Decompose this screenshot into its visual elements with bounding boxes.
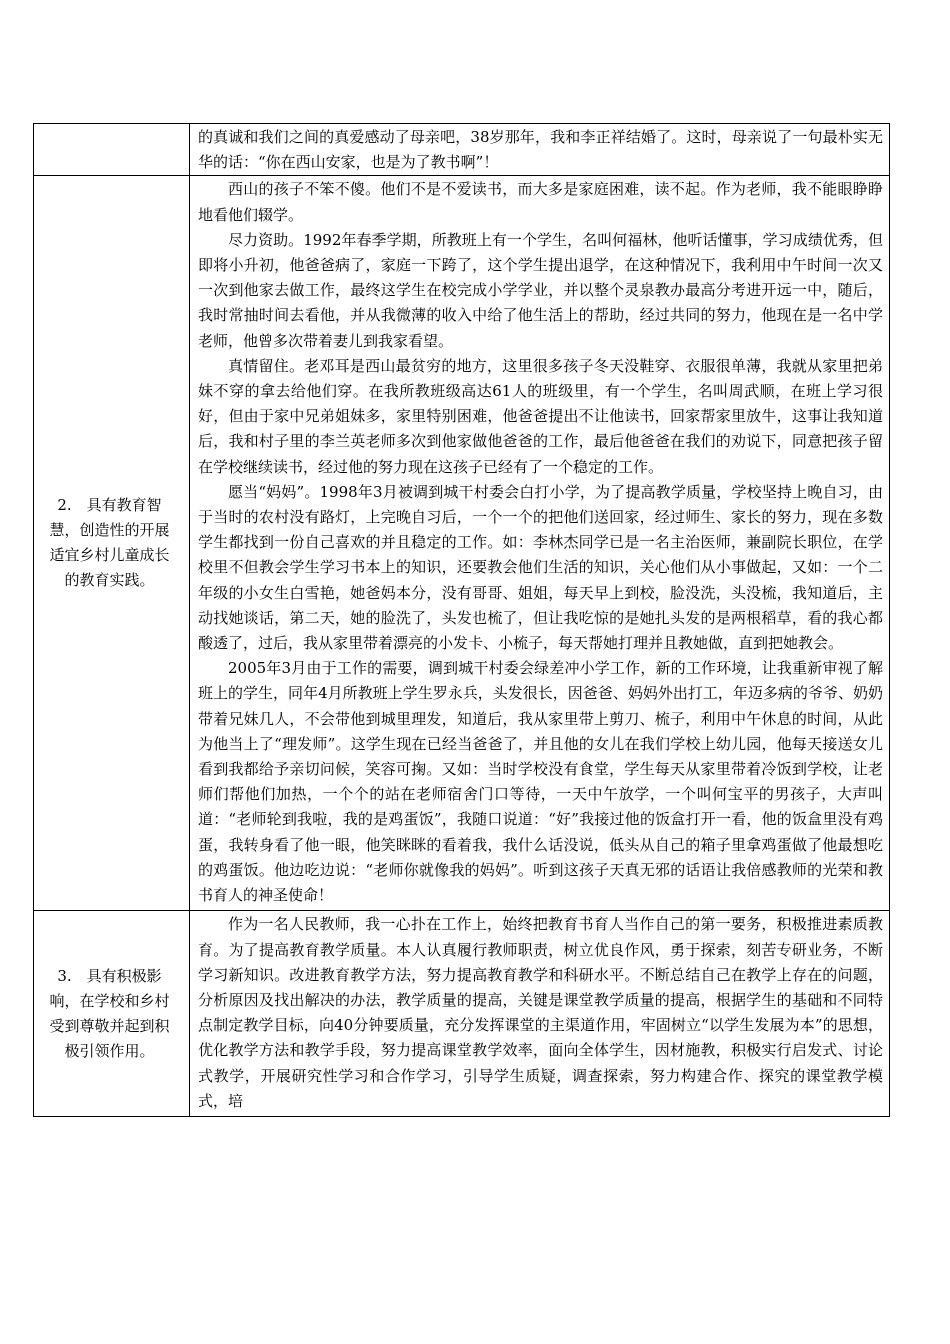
table-row	[34, 124, 890, 176]
narrative-paragraph: 尽力资助。1992年春季学期，所教班上有一个学生，名叫何福林，他听话懂事，学习成绩优秀，但即将小升初，他爸爸病了，家庭一下跨了，这个学生提出退学，在这种情况下，我利用中午时间一次又一次到他家去做工作，最终这学生在校完成小学学业，并以整个灵泉教办最高分考进开远一中，随后，我时常抽时间去看他，并从我微薄的收入中给了他生活上的帮助，经过共同的努力，他现在是一名中学老师，他曾多次带着妻儿到我家看望。	[198, 230, 883, 350]
narrative-cell	[190, 124, 890, 176]
narrative-paragraph: 真情留住。老邓耳是西山最贫穷的地方，这里很多孩子冬天没鞋穿、衣服很单薄，我就从家里把弟妹不穿的拿去给他们穿。在我所教班级高达61人的班级里，有一个学生，名叫周武顺，在班上学习很好，但由于家中兄弟姐妹多，家里特别困难，他爸爸提出不让他读书，回家帮家里放牛，这事让我知道后，我和村子里的李兰英老师多次到他家做他爸爸的工作，最后他爸爸在我们的劝说下，同意把孩子留在学校继续读书，经过他的努力现在这孩子已经有了一个稳定的工作。	[198, 356, 883, 476]
table-row	[34, 176, 890, 911]
criterion-label: 2. 具有教育智慧，创造性的开展适宜乡村儿童成长的教育实践。	[34, 176, 190, 911]
table-row	[34, 911, 890, 1117]
narrative-paragraph: 的真诚和我们之间的真爱感动了母亲吧，38岁那年，我和李正祥结婚了。这时，母亲说了一句最朴实无华的话：“你在西山安家，也是为了教书啊”！	[198, 128, 883, 172]
criterion-label: 3. 具有积极影响，在学校和乡村受到尊敬并起到积极引领作用。	[34, 911, 190, 1117]
narrative-cell	[190, 911, 890, 1117]
narrative-paragraph: 愿当“妈妈”。1998年3月被调到城干村委会白打小学，为了提高教学质量，学校坚持上晚自习，由于当时的农村没有路灯，上完晚自习后，一个一个的把他们送回家，经过师生、家长的努力，现在多数学生都找到一份自己喜欢的并且稳定的工作。如：李林杰同学已是一名主治医师，兼副院长职位，在学校里不但教会学生学习书本上的知识，还要教会他们生活的知识，关心他们从小事做起，又如：一个二年级的小女生白雪艳，她爸妈本分，没有哥哥、姐姐，每天早上到校，脸没洗，头没梳，我知道后，主动找她谈话，第二天，她的脸洗了，头发也梳了，但让我吃惊的是她扎头发的是两根稻草，看的我心都酸透了，过后，我从家里带着漂亮的小发卡、小梳子，每天帮她打理并且教她做，直到把她教会。	[198, 482, 883, 653]
criterion-label	[34, 124, 190, 176]
narrative-paragraph: 西山的孩子不笨不傻。他们不是不爱读书，而大多是家庭困难，读不起。作为老师，我不能眼睁睁地看他们辍学。	[198, 180, 883, 224]
narrative-cell	[190, 176, 890, 911]
narrative-paragraph: 作为一名人民教师，我一心扑在工作上，始终把教育书育人当作自己的第一要务，积极推进素质教育。为了提高教育教学质量。本人认真履行教师职责，树立优良作风，勇于探索，刻苦专研业务，不断学习新知识。改进教育教学方法，努力提高教育教学和科研水平。不断总结自己在教学上存在的问题，分析原因及找出解决的办法，教学质量的提高，关键是课堂教学质量的提高，根据学生的基础和不同特点制定教学目标，向40分钟要质量，充分发挥课堂的主渠道作用，牢固树立“以学生发展为本”的思想，优化教学方法和教学手段，努力提高课堂教学效率，面向全体学生，因材施教，积极实行启发式、讨论式教学，开展研究性学习和合作学习，引导学生质疑，调查探索，努力构建合作、探究的课堂教学模式，培	[198, 915, 883, 1110]
document-table	[33, 123, 890, 1117]
narrative-paragraph: 2005年3月由于工作的需要，调到城干村委会绿差冲小学工作，新的工作环境，让我重新审视了解班上的学生，同年4月所教班上学生罗永兵，头发很长，因爸爸、妈妈外出打工，年迈多病的爷爷、奶奶带着兄妹几人，不会带他到城里理发，知道后，我从家里带上剪刀、梳子，利用中午休息的时间，从此为他当上了“理发师”。这学生现在已经当爸爸了，并且他的女儿在我们学校上幼儿园，他每天接送女儿看到我都给予亲切问候，笑容可掬。又如：当时学校没有食堂，学生每天从家里带着冷饭到学校，让老师们帮他们加热，一个个的站在老师宿舍门口等待，一天中午放学，一个叫何宝平的男孩子，大声叫道：“老师轮到我啦，我的是鸡蛋饭”，我随口说道：“好”我接过他的饭盒打开一看，他的饭盒里没有鸡蛋，我转身看了他一眼，他笑眯眯的看着我，我什么话没说，低头从自己的箱子里拿鸡蛋做了他最想吃的鸡蛋饭。他边吃边说：“老师你就像我的妈妈”。听到这孩子天真无邪的话语让我倍感教师的光荣和教书育人的神圣使命！	[198, 659, 883, 905]
